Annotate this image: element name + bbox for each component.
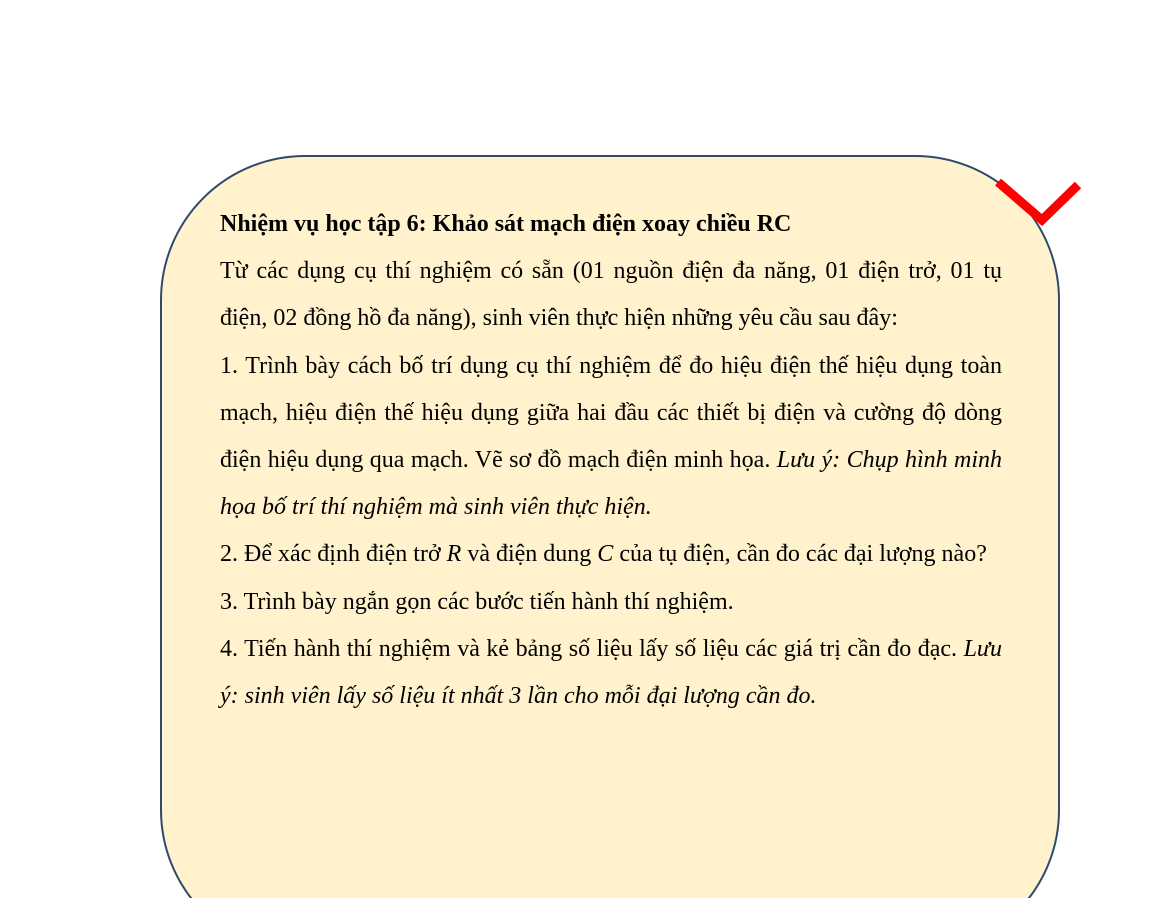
task-item-1-note: Lưu ý: Chụp hình minh họa bố trí thí nghiệm mà sinh viên thực hiện. [220, 447, 1002, 521]
task-item-2-text-c: của tụ điện, cần đo các đại lượng nào? [619, 541, 987, 568]
check-mark-icon [990, 170, 1090, 245]
task-item-4-note: Lưu ý: sinh viên lấy số liệu ít nhất 3 lần cho mỗi đại lượng cần đo. [220, 635, 1003, 710]
variable-r: R [446, 541, 462, 568]
variable-c: C [597, 541, 614, 568]
task-item-2-text-b: và điện dung [467, 541, 592, 568]
task-title: Nhiệm vụ học tập 6: Khảo sát mạch điện xoay chiều RC [220, 211, 792, 237]
task-item-4-text: 4. Tiến hành thí nghiệm và kẻ bảng số liệu lấy số liệu các giá trị cần đo đạc. [220, 635, 958, 662]
task-content [220, 201, 1002, 720]
task-intro: Từ các dụng cụ thí nghiệm có sẵn (01 nguồn điện đa năng, 01 điện trở, 01 tụ điện, 02 đồng hồ đa năng), sinh viên thực hiện những yêu cầu sau đây: [220, 258, 1002, 332]
task-item-2-text-a: 2. Để xác định điện trở [220, 541, 441, 568]
task-item-1-text: 1. Trình bày cách bố trí dụng cụ thí nghiệm để đo hiệu điện thế hiệu dụng toàn mạch, hiệu điện thế hiệu dụng giữa hai đầu các thiết bị điện và cường độ dòng điện hiệu dụng qua mạch. Vẽ sơ đồ mạch điện minh họa. [220, 352, 1002, 474]
task-item-3: 3. Trình bày ngắn gọn các bước tiến hành thí nghiệm. [220, 588, 734, 615]
task-item-2 [220, 531, 1002, 578]
task-item-1 [220, 343, 1002, 532]
task-item-4 [220, 626, 1002, 720]
